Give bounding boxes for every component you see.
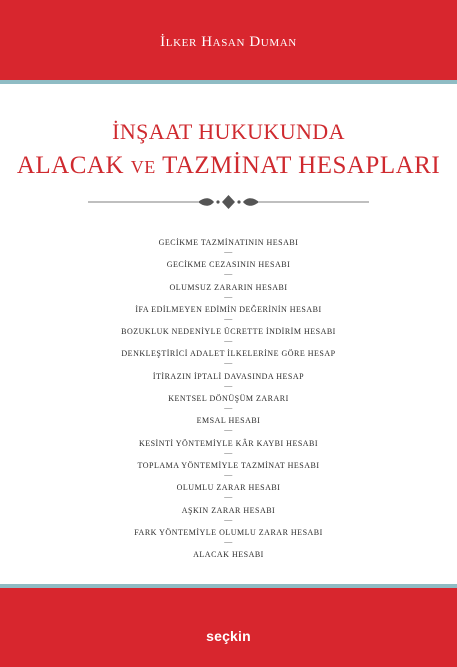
contents-item [0, 506, 457, 528]
contents-separator: — [224, 469, 233, 479]
contents-item-text: KENTSEL DÖNÜŞÜM ZARARI [168, 394, 289, 404]
contents-item [0, 528, 457, 550]
contents-item-text: GECİKME CEZASININ HESABI [166, 260, 291, 270]
contents-item [0, 439, 457, 461]
contents-separator: — [224, 269, 233, 279]
title-word-alacak: ALACAK [16, 152, 125, 179]
contents-item-text: ALACAK HESABI [193, 550, 264, 560]
contents-item-text: GECİKME TAZMİNATININ HESABI [158, 238, 299, 247]
contents-item-text: AŞKIN ZARAR HESABI [181, 505, 276, 515]
contents-separator: — [224, 514, 233, 524]
contents-item [0, 416, 457, 438]
contents-item-text: FARK YÖNTEMİYLE OLUMLU ZARAR HESABI [134, 527, 323, 537]
contents-separator: — [224, 291, 233, 301]
contents-item-text: KESİNTİ YÖNTEMİYLE KÂR KAYBI HESABI [138, 438, 319, 448]
contents-item [0, 327, 457, 349]
contents-separator: — [224, 336, 233, 346]
title-word-ve: VE [130, 157, 156, 177]
contents-item [0, 238, 457, 260]
contents-item-text: BOZUKLUK NEDENİYLE ÜCRETTE İNDİRİM HESABI [121, 327, 336, 337]
author-name: İlker Hasan Duman [160, 34, 297, 50]
contents-item [0, 483, 457, 505]
contents-item [0, 394, 457, 416]
contents-list [0, 238, 457, 572]
title-line-1: İNŞAAT HUKUKUNDA [112, 119, 345, 144]
contents-separator: — [224, 492, 233, 502]
contents-item-text: TOPLAMA YÖNTEMİYLE TAZMİNAT HESABI [137, 460, 320, 470]
contents-item-text: İTİRAZIN İPTALİ DAVASINDA HESAP [152, 371, 305, 381]
contents-separator: — [224, 536, 233, 546]
title-word-tazminat: TAZMİNAT HESAPLARI [162, 152, 441, 179]
contents-item-text: İFA EDİLMEYEN EDİMİN DEĞERİNİN HESABI [135, 304, 322, 314]
ornament-divider-icon [88, 194, 369, 210]
title-line-2 [0, 150, 457, 183]
contents-item-text: DENKLEŞTİRİCİ ADALET İLKELERİNE GÖRE HESAP [121, 349, 336, 359]
top-teal-stripe [0, 80, 457, 84]
contents-item-text: OLUMSUZ ZARARIN HESABI [169, 282, 288, 292]
book-title [0, 118, 457, 183]
contents-item-text: OLUMLU ZARAR HESABI [176, 483, 281, 493]
contents-item [0, 372, 457, 394]
contents-item-text: EMSAL HESABI [196, 416, 261, 426]
contents-item [0, 550, 457, 572]
contents-separator: — [224, 358, 233, 368]
contents-separator: — [224, 380, 233, 390]
contents-item [0, 349, 457, 371]
contents-separator: — [224, 425, 233, 435]
contents-item [0, 283, 457, 305]
contents-separator: — [224, 447, 233, 457]
contents-item [0, 260, 457, 282]
contents-separator: — [224, 313, 233, 323]
contents-item [0, 305, 457, 327]
contents-separator: — [224, 403, 233, 413]
contents-separator: — [224, 247, 233, 256]
publisher-logo: seçkin [206, 628, 251, 644]
contents-item [0, 461, 457, 483]
